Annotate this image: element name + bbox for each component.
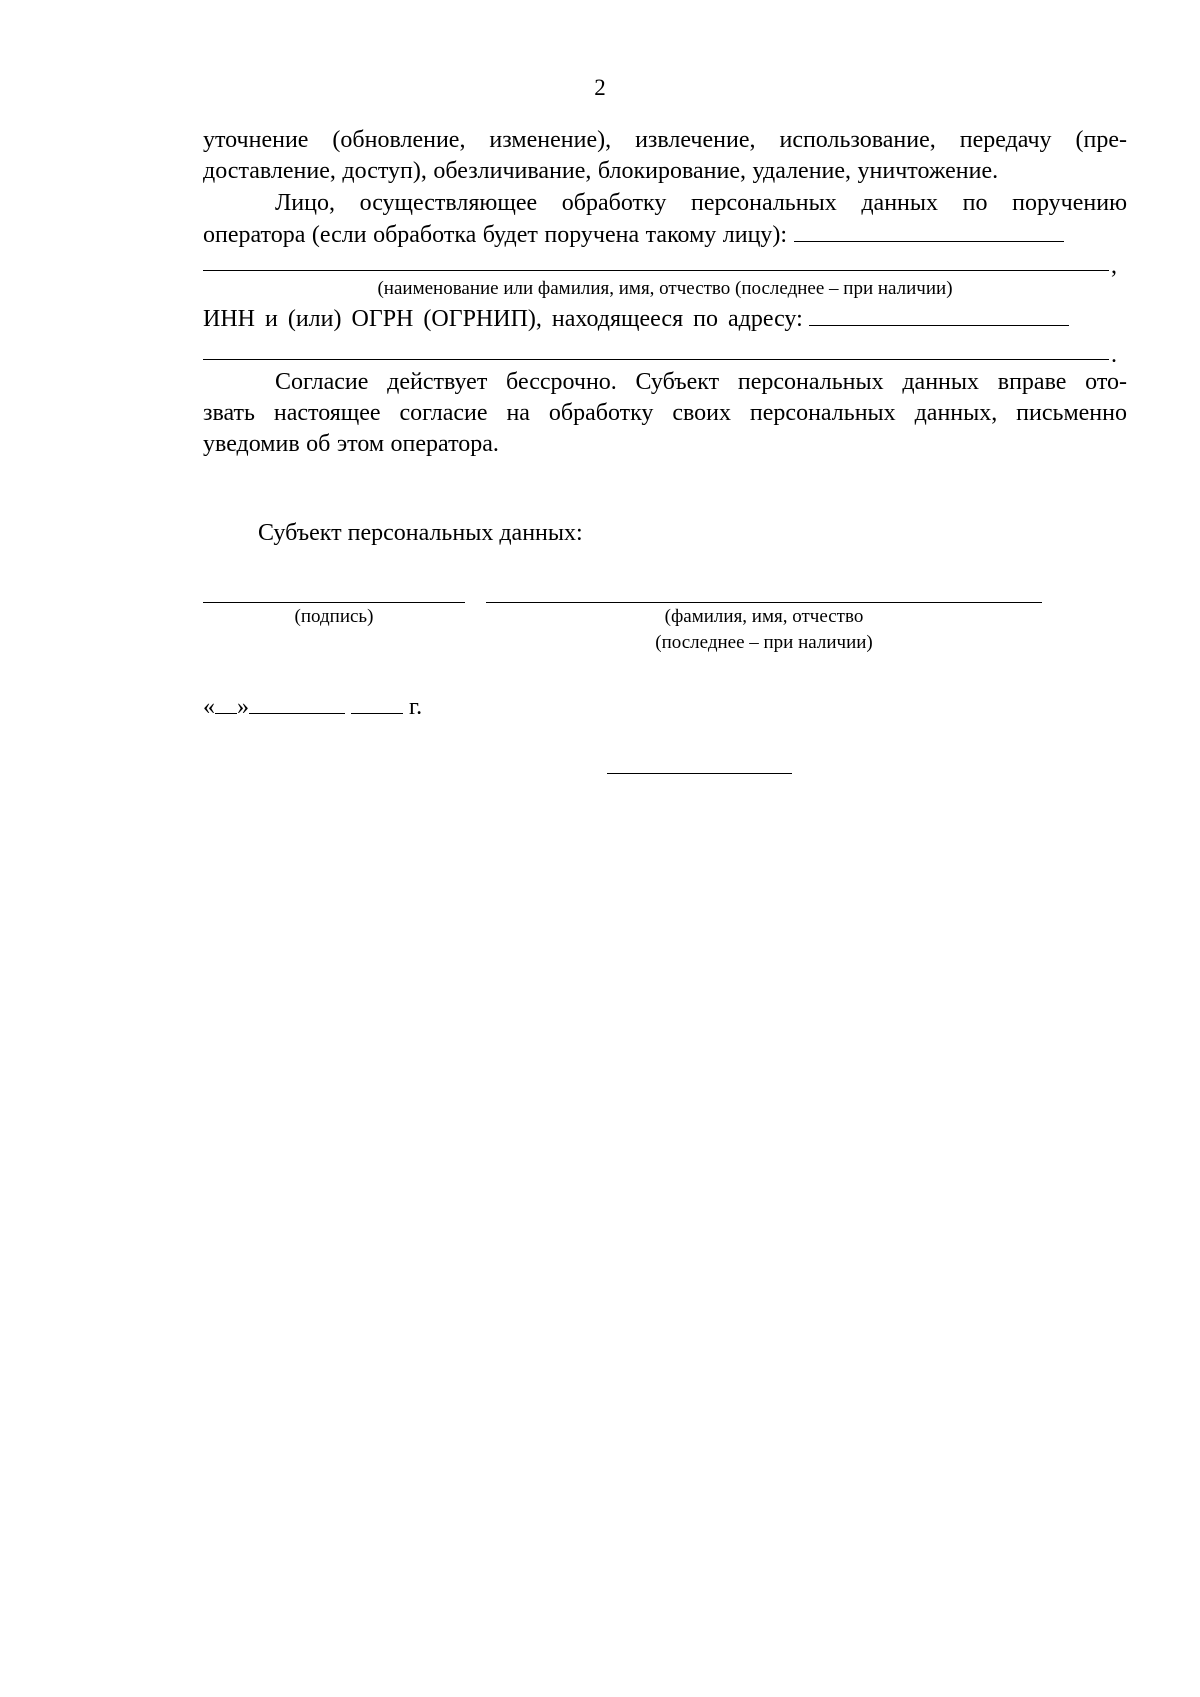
day-blank[interactable]	[215, 693, 237, 714]
paragraph-line	[203, 219, 1127, 251]
paragraph-processor	[203, 188, 1127, 251]
processor-name-comma: ,	[1111, 253, 1117, 279]
paragraph-line-text: ИНН и (или) ОГРН (ОГРНИП), находящееся по адресу:	[203, 306, 803, 332]
signature-rule[interactable]	[203, 602, 465, 603]
address-rule[interactable]	[203, 359, 1109, 360]
processor-name-hint: (наименование или фамилия, имя, отчество (последнее – при наличии)	[377, 278, 953, 299]
closing-separator-line	[607, 773, 792, 774]
address-blank[interactable]	[809, 303, 1069, 326]
full-name-hint-line-1: (фамилия, имя, отчество	[664, 606, 864, 627]
date-close-quote: »	[237, 694, 249, 720]
paragraph-line: звать настоящее согласие на обработку своих персональных данных, письменно	[203, 400, 1127, 426]
paragraph-consent-term	[203, 367, 1127, 460]
processor-name-blank[interactable]	[794, 219, 1064, 242]
full-name-rule[interactable]	[486, 602, 1042, 603]
date-open-quote: «	[203, 694, 215, 720]
paragraph-line: уточнение (обновление, изменение), извлечение, использование, передачу (пре-	[203, 127, 1127, 153]
paragraph-line: Согласие действует бессрочно. Субъект персональных данных вправе ото-	[275, 369, 1127, 395]
month-blank[interactable]	[249, 693, 345, 714]
paragraph-line	[203, 303, 1127, 335]
paragraph-line-text: оператора (если обработка будет поручена такому лицу):	[203, 222, 788, 248]
paragraph-line: уведомив об этом оператора.	[203, 431, 499, 457]
paragraph-processing-actions	[203, 125, 1127, 187]
address-period: .	[1111, 342, 1117, 368]
date-line	[203, 692, 422, 722]
processor-name-rule[interactable]	[203, 270, 1109, 271]
subject-heading: Субъект персональных данных:	[258, 520, 583, 546]
paragraph-line: доставление, доступ), обезличивание, блокирование, удаление, уничтожение.	[203, 158, 999, 184]
full-name-hint-line-2: (последнее – при наличии)	[655, 632, 873, 653]
signature-hint: (подпись)	[294, 606, 374, 627]
paragraph-line: Лицо, осуществляющее обработку персональных данных по поручению	[275, 190, 1127, 216]
page-number: 2	[594, 75, 606, 100]
paragraph-inn-address	[203, 303, 1127, 335]
year-suffix: г.	[409, 694, 423, 720]
year-blank[interactable]	[351, 693, 403, 714]
